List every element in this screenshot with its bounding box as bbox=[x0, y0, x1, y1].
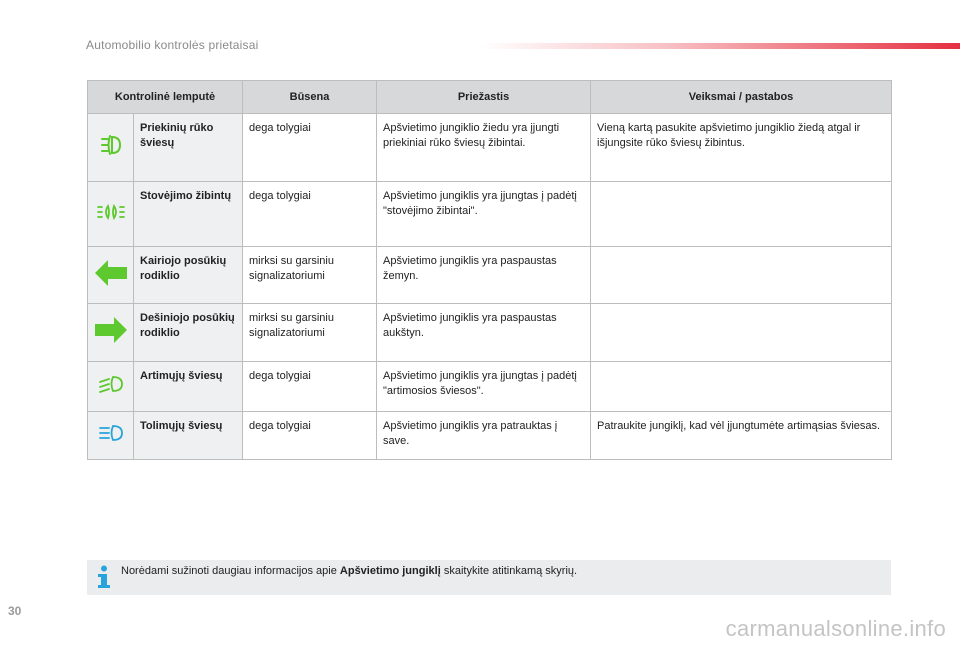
table-row bbox=[88, 182, 892, 247]
lamp-action bbox=[591, 182, 892, 247]
lamp-cause: Apšvietimo jungiklis yra paspaustas žemyn. bbox=[377, 247, 591, 304]
info-note bbox=[87, 560, 891, 595]
info-text-before: Norėdami sužinoti daugiau informacijos apie bbox=[121, 565, 340, 577]
lamp-icon-cell bbox=[88, 247, 134, 304]
lamp-name: Kairiojo posūkių rodiklio bbox=[134, 247, 243, 304]
lamp-cause: Apšvietimo jungiklis yra įjungtas į padėtį "stovėjimo žibintai". bbox=[377, 182, 591, 247]
table-header-row bbox=[88, 81, 892, 114]
left-turn-indicator-icon bbox=[94, 259, 128, 292]
lamp-action: Vieną kartą pasukite apšvietimo jungiklio žiedą atgal ir išjungsite rūko šviesų žibintus. bbox=[591, 114, 892, 182]
lamp-icon-cell bbox=[88, 182, 134, 247]
lamp-state: dega tolygiai bbox=[243, 412, 377, 460]
lamp-state: dega tolygiai bbox=[243, 362, 377, 412]
lamp-cause: Apšvietimo jungiklis yra įjungtas į padėtį "artimosios šviesos". bbox=[377, 362, 591, 412]
main-beam-icon bbox=[98, 423, 124, 448]
lamp-name: Tolimųjų šviesų bbox=[134, 412, 243, 460]
table-row bbox=[88, 362, 892, 412]
lamp-action: Patraukite jungiklį, kad vėl įjungtumėte artimąsias šviesas. bbox=[591, 412, 892, 460]
lamp-name: Artimųjų šviesų bbox=[134, 362, 243, 412]
front-fog-lamp-icon bbox=[99, 134, 123, 161]
column-header-cause: Priežastis bbox=[377, 81, 591, 114]
info-text-link-reference: Apšvietimo jungiklį bbox=[339, 565, 441, 577]
lamp-cause: Apšvietimo jungiklis yra patrauktas į save. bbox=[377, 412, 591, 460]
column-header-action: Veiksmai / pastabos bbox=[591, 81, 892, 114]
lamp-icon-cell bbox=[88, 114, 134, 182]
lamp-state: mirksi su garsiniu signalizatoriumi bbox=[243, 247, 377, 304]
lamp-name: Dešiniojo posūkių rodiklio bbox=[134, 304, 243, 362]
lamp-icon-cell bbox=[88, 304, 134, 362]
table-row bbox=[88, 304, 892, 362]
lamp-action bbox=[591, 247, 892, 304]
page-header-title: Automobilio kontrolės prietaisai bbox=[86, 38, 259, 52]
warning-lamps-table bbox=[87, 80, 892, 460]
table-row bbox=[88, 114, 892, 182]
sidelamps-icon bbox=[97, 203, 125, 226]
lamp-icon-cell bbox=[88, 412, 134, 460]
lamp-name: Priekinių rūko šviesų bbox=[134, 114, 243, 182]
lamp-name: Stovėjimo žibintų bbox=[134, 182, 243, 247]
lamp-cause: Apšvietimo jungiklis yra paspaustas aukštyn. bbox=[377, 304, 591, 362]
info-text-after: skaitykite atitinkamą skyrių. bbox=[440, 565, 578, 577]
lamp-state: dega tolygiai bbox=[243, 114, 377, 182]
info-text bbox=[121, 565, 577, 577]
lamp-state: dega tolygiai bbox=[243, 182, 377, 247]
lamp-cause: Apšvietimo jungiklio žiedu yra įjungti priekiniai rūko šviesų žibintai. bbox=[377, 114, 591, 182]
lamp-state: mirksi su garsiniu signalizatoriumi bbox=[243, 304, 377, 362]
lamp-icon-cell bbox=[88, 362, 134, 412]
column-header-state: Būsena bbox=[243, 81, 377, 114]
info-icon bbox=[96, 565, 112, 594]
table-row bbox=[88, 412, 892, 460]
header-accent-bar bbox=[480, 43, 960, 49]
watermark: carmanualsonline.info bbox=[725, 616, 946, 641]
table-row bbox=[88, 247, 892, 304]
right-turn-indicator-icon bbox=[94, 316, 128, 349]
page-number: 30 bbox=[8, 604, 22, 618]
dipped-beam-icon bbox=[98, 374, 124, 399]
lamp-action bbox=[591, 304, 892, 362]
column-header-lamp: Kontrolinė lemputė bbox=[88, 81, 243, 114]
lamp-action bbox=[591, 362, 892, 412]
